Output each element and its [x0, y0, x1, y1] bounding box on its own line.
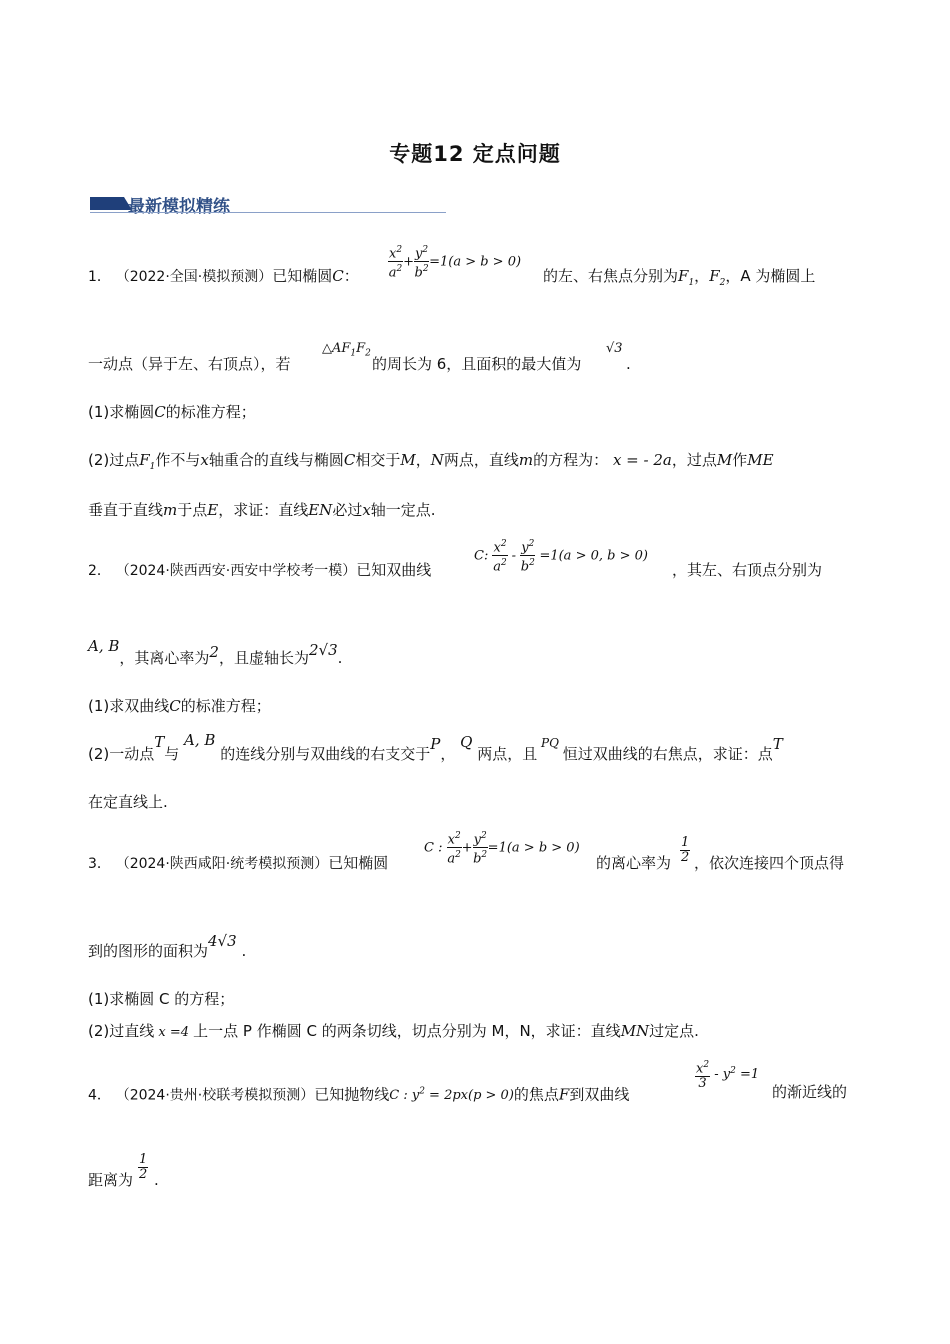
problem-source: （2022·全国·模拟预测） — [115, 269, 273, 285]
sqrt-3: √3 — [606, 341, 623, 356]
problem-number: 3． — [88, 856, 111, 872]
banner-underline — [90, 212, 446, 213]
problem-number: 1． — [88, 269, 111, 285]
hyperbola-equation: C: $\frac{x^2}{a^2}$ - $\frac{y^2}{b^2}$ =1(a > 0, b > 0) — [474, 539, 648, 575]
fraction-one-half: $\frac{1}{2}$ — [681, 835, 690, 865]
banner-bar-icon — [90, 197, 124, 210]
ellipse-equation: $\frac{x^2}{a^2}$ + $\frac{y^2}{b^2}$ =1(a > b > 0) — [388, 245, 522, 281]
math-c: C — [332, 267, 344, 285]
problem-source: （2024·陕西西安·西安中学校考一模） — [115, 563, 357, 579]
hyperbola-equation-4: $\frac{x^2}{3}$ - $y^2 =1$ — [696, 1060, 760, 1092]
page-title: 专题12 定点问题 — [389, 142, 561, 166]
ellipse-equation-3: C : $\frac{x^2}{a^2}$ + $\frac{y^2}{b^2}$ =1(a > b > 0) — [424, 831, 580, 867]
problem-source: （2024·贵州·校联考模拟预测） — [115, 1087, 315, 1104]
triangle-af1f2: $\triangle AF_1F_2$ — [322, 341, 371, 359]
section-banner — [90, 193, 446, 217]
problem-number: 2． — [88, 563, 111, 579]
section-banner-label: 最新模拟精练 — [128, 197, 230, 217]
problem-number: 4． — [88, 1087, 111, 1104]
problem-source: （2024·陕西咸阳·统考模拟预测） — [115, 856, 329, 872]
fraction-one-half-4: $\frac{1}{2}$ — [139, 1152, 148, 1182]
